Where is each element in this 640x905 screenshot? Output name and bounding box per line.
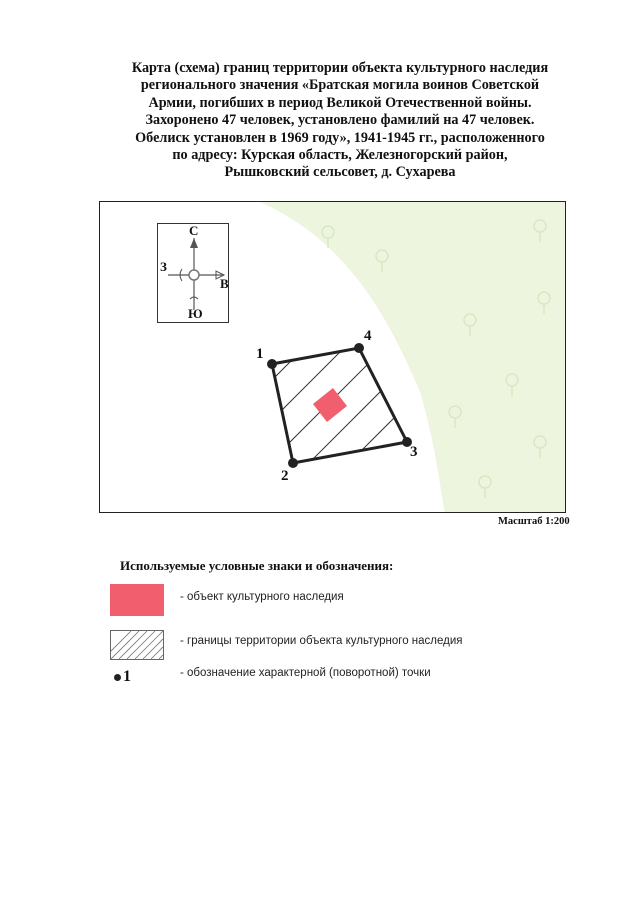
point-label-2: 2 (281, 468, 289, 484)
legend-heritage-text: - объект культурного наследия (180, 591, 344, 603)
legend-title: Используемые условные знаки и обозначения: (120, 558, 394, 573)
point-label-4: 4 (364, 328, 372, 344)
title-line: Рышковский сельсовет, д. Сухарева (224, 164, 456, 181)
title-line: Захоронено 47 человек, установлено фамилий на 47 человек. (145, 112, 535, 129)
compass-rose (157, 223, 229, 323)
heritage-object (313, 388, 347, 422)
title-line: Обелиск установлен в 1969 году», 1941-1945 гг., расположенного (135, 129, 545, 146)
point-dot-icon (114, 674, 121, 681)
point-label-3: 3 (410, 444, 418, 460)
title-line: Карта (схема) границ территории объекта культурного наследия (131, 60, 549, 76)
map-title (100, 60, 580, 182)
title-line: регионального значения «Братская могила воинов Советской (140, 77, 540, 94)
turning-point-2 (288, 458, 298, 468)
turning-point-1 (267, 359, 277, 369)
map-scale: Масштаб 1:200 (498, 516, 570, 527)
legend-point-number: 1 (123, 668, 131, 685)
compass-west: З (160, 259, 167, 274)
compass-north: С (189, 223, 199, 238)
compass-south: Ю (188, 306, 203, 321)
title-line: Армии, погибших в период Великой Отечественной войны. (148, 94, 532, 111)
turning-point-4 (354, 343, 364, 353)
legend-point-text: - обозначение характерной (поворотной) точки (180, 667, 431, 679)
legend-point-sample (114, 668, 131, 686)
title-line: по адресу: Курская область, Железногорский район, (172, 147, 508, 164)
compass-east: В (220, 276, 229, 291)
point-label-1: 1 (256, 346, 264, 362)
legend-boundary-text: - границы территории объекта культурного наследия (180, 635, 463, 647)
legend-boundary-swatch (110, 630, 164, 660)
legend-heritage-swatch (110, 584, 164, 616)
